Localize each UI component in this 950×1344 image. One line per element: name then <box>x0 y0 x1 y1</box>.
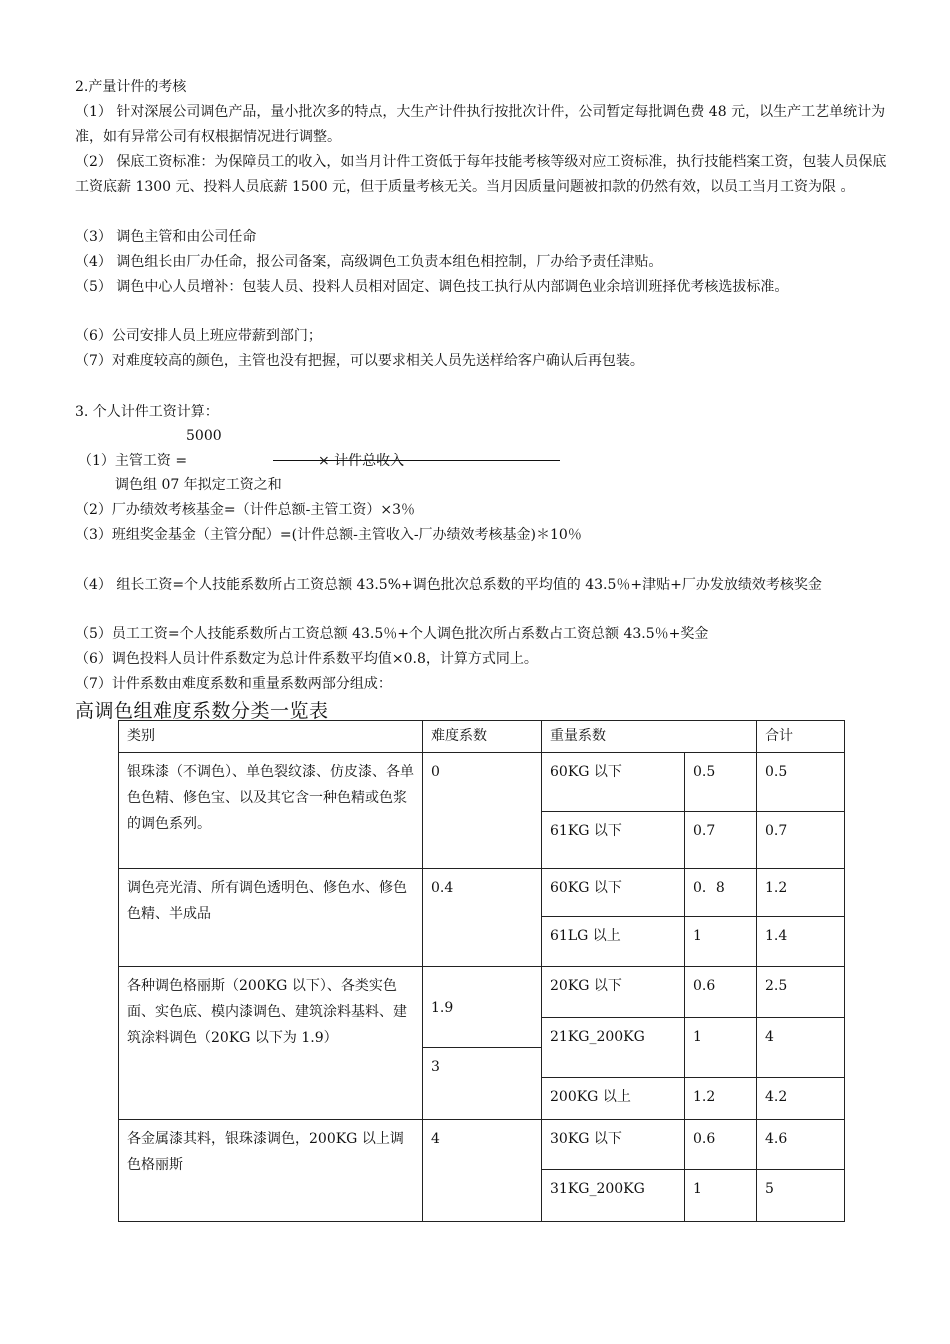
fraction-bar <box>273 460 560 461</box>
table-row <box>119 869 845 917</box>
weight-label-cell: 61LG 以上 <box>542 917 685 967</box>
weight-label-cell: 21KG_200KG <box>542 1018 685 1078</box>
table-row <box>119 967 845 1018</box>
total-cell: 1.2 <box>757 869 845 917</box>
total-cell: 4.2 <box>757 1078 845 1120</box>
table-title: 高调色组难度系数分类一览表 <box>75 700 329 722</box>
section-3-item-4: （4） 组长工资=个人技能系数所占工资总额 43.5%+调色批次总系数的平均值的 43.5％+津贴+厂办发放绩效考核奖金 <box>75 577 822 593</box>
weight-label-cell: 20KG 以下 <box>542 967 685 1018</box>
formula-lhs: （1）主管工资 = <box>78 453 188 469</box>
section-3-heading: 3. 个人计件工资计算： <box>75 404 219 420</box>
total-cell: 4 <box>757 1018 845 1078</box>
table-row <box>119 753 845 812</box>
weight-value-cell: 1 <box>685 1170 757 1222</box>
total-cell: 2.5 <box>757 967 845 1018</box>
difficulty-coefficient-table <box>118 720 845 1222</box>
difficulty-cell: 0 <box>423 753 542 869</box>
weight-label-cell: 60KG 以下 <box>542 753 685 812</box>
weight-label-cell: 31KG_200KG <box>542 1170 685 1222</box>
section-3-item-7: （7）计件系数由难度系数和重量系数两部分组成： <box>75 676 392 692</box>
section-2-item-2: （2） 保底工资标准：为保障员工的收入，如当月计件工资低于每年技能考核等级对应工资标准，执行技能档案工资，包装人员保底工资底薪 1300 元、投料人员底薪 1500 元，但于质量考核无关。当月因质量问题被扣款的仍然有效，以员工当月工资为限 。 <box>75 154 887 195</box>
difficulty-cell-secondary: 3 <box>423 1048 542 1120</box>
table-header-row <box>119 721 845 753</box>
total-cell: 1.4 <box>757 917 845 967</box>
section-2-item-3: （3） 调色主管和由公司任命 <box>75 229 257 245</box>
header-difficulty: 难度系数 <box>423 721 542 753</box>
category-cell: 银珠漆（不调色）、单色裂纹漆、仿皮漆、各单色色精、修色宝、以及其它含一种色精或色浆的调色系列。 <box>119 753 423 869</box>
formula-denominator: 调色组 07 年拟定工资之和 <box>115 477 282 493</box>
weight-label-cell: 30KG 以下 <box>542 1120 685 1170</box>
difficulty-cell: 4 <box>423 1120 542 1222</box>
header-category: 类别 <box>119 721 423 753</box>
category-cell: 各金属漆其料，银珠漆调色，200KG 以上调色格丽斯 <box>119 1120 423 1222</box>
table-row <box>119 1120 845 1170</box>
header-total: 合计 <box>757 721 845 753</box>
weight-value-cell: 0.7 <box>685 812 757 869</box>
section-2-item-5: （5） 调色中心人员增补：包装人员、投料人员相对固定、调色技工执行从内部调色业余培训班择优考核选拔标准。 <box>75 279 789 295</box>
formula-struck-text: × 计件总收入 <box>318 453 405 469</box>
section-2-heading: 2.产量计件的考核 <box>75 79 187 95</box>
section-3-item-2: （2）厂办绩效考核基金=（计件总额-主管工资）×3％ <box>75 502 416 518</box>
header-weight: 重量系数 <box>542 721 757 753</box>
weight-value-cell: 1.2 <box>685 1078 757 1120</box>
total-cell: 0.5 <box>757 753 845 812</box>
formula-numerator: 5000 <box>186 428 222 444</box>
weight-label-cell: 61KG 以下 <box>542 812 685 869</box>
weight-value-cell: 1 <box>685 917 757 967</box>
category-cell: 各种调色格丽斯（200KG 以下）、各类实色面、实色底、模内漆调色、建筑涂料基料、建筑涂料调色（20KG 以下为 1.9） <box>119 967 423 1120</box>
section-3-item-6: （6）调色投料人员计件系数定为总计件系数平均值×0.8，计算方式同上。 <box>75 651 538 667</box>
weight-value-cell: 0.6 <box>685 1120 757 1170</box>
section-2-item-1: （1） 针对深展公司调色产品，量小批次多的特点，大生产计件执行按批次计件，公司暂定每批调色费 48 元，以生产工艺单统计为准，如有异常公司有权根据情况进行调整。 <box>75 104 886 145</box>
weight-label-cell: 60KG 以下 <box>542 869 685 917</box>
section-2-item-4: （4） 调色组长由厂办任命，报公司备案，高级调色工负责本组色相控制，厂办给予责任津贴。 <box>75 254 663 270</box>
difficulty-cell: 0.4 <box>423 869 542 967</box>
weight-value-cell: 0.6 <box>685 967 757 1018</box>
weight-value-cell: 1 <box>685 1018 757 1078</box>
total-cell: 4.6 <box>757 1120 845 1170</box>
total-cell: 5 <box>757 1170 845 1222</box>
difficulty-cell: 1.9 <box>423 967 542 1048</box>
category-cell: 调色亮光清、所有调色透明色、修色水、修色色精、半成品 <box>119 869 423 967</box>
section-3-item-5: （5）员工工资=个人技能系数所占工资总额 43.5％+个人调色批次所占系数占工资总额 43.5％+奖金 <box>75 626 709 642</box>
weight-label-cell: 200KG 以上 <box>542 1078 685 1120</box>
section-2-item-7: （7）对难度较高的颜色，主管也没有把握，可以要求相关人员先送样给客户确认后再包装。 <box>75 353 644 369</box>
section-3-item-3: （3）班组奖金基金（主管分配）=(计件总额-主管收入-厂办绩效考核基金)＊10％ <box>75 527 582 543</box>
section-2-item-6: （6）公司安排人员上班应带薪到部门； <box>75 328 322 344</box>
weight-value-cell: 0．8 <box>685 869 757 917</box>
total-cell: 0.7 <box>757 812 845 869</box>
weight-value-cell: 0.5 <box>685 753 757 812</box>
